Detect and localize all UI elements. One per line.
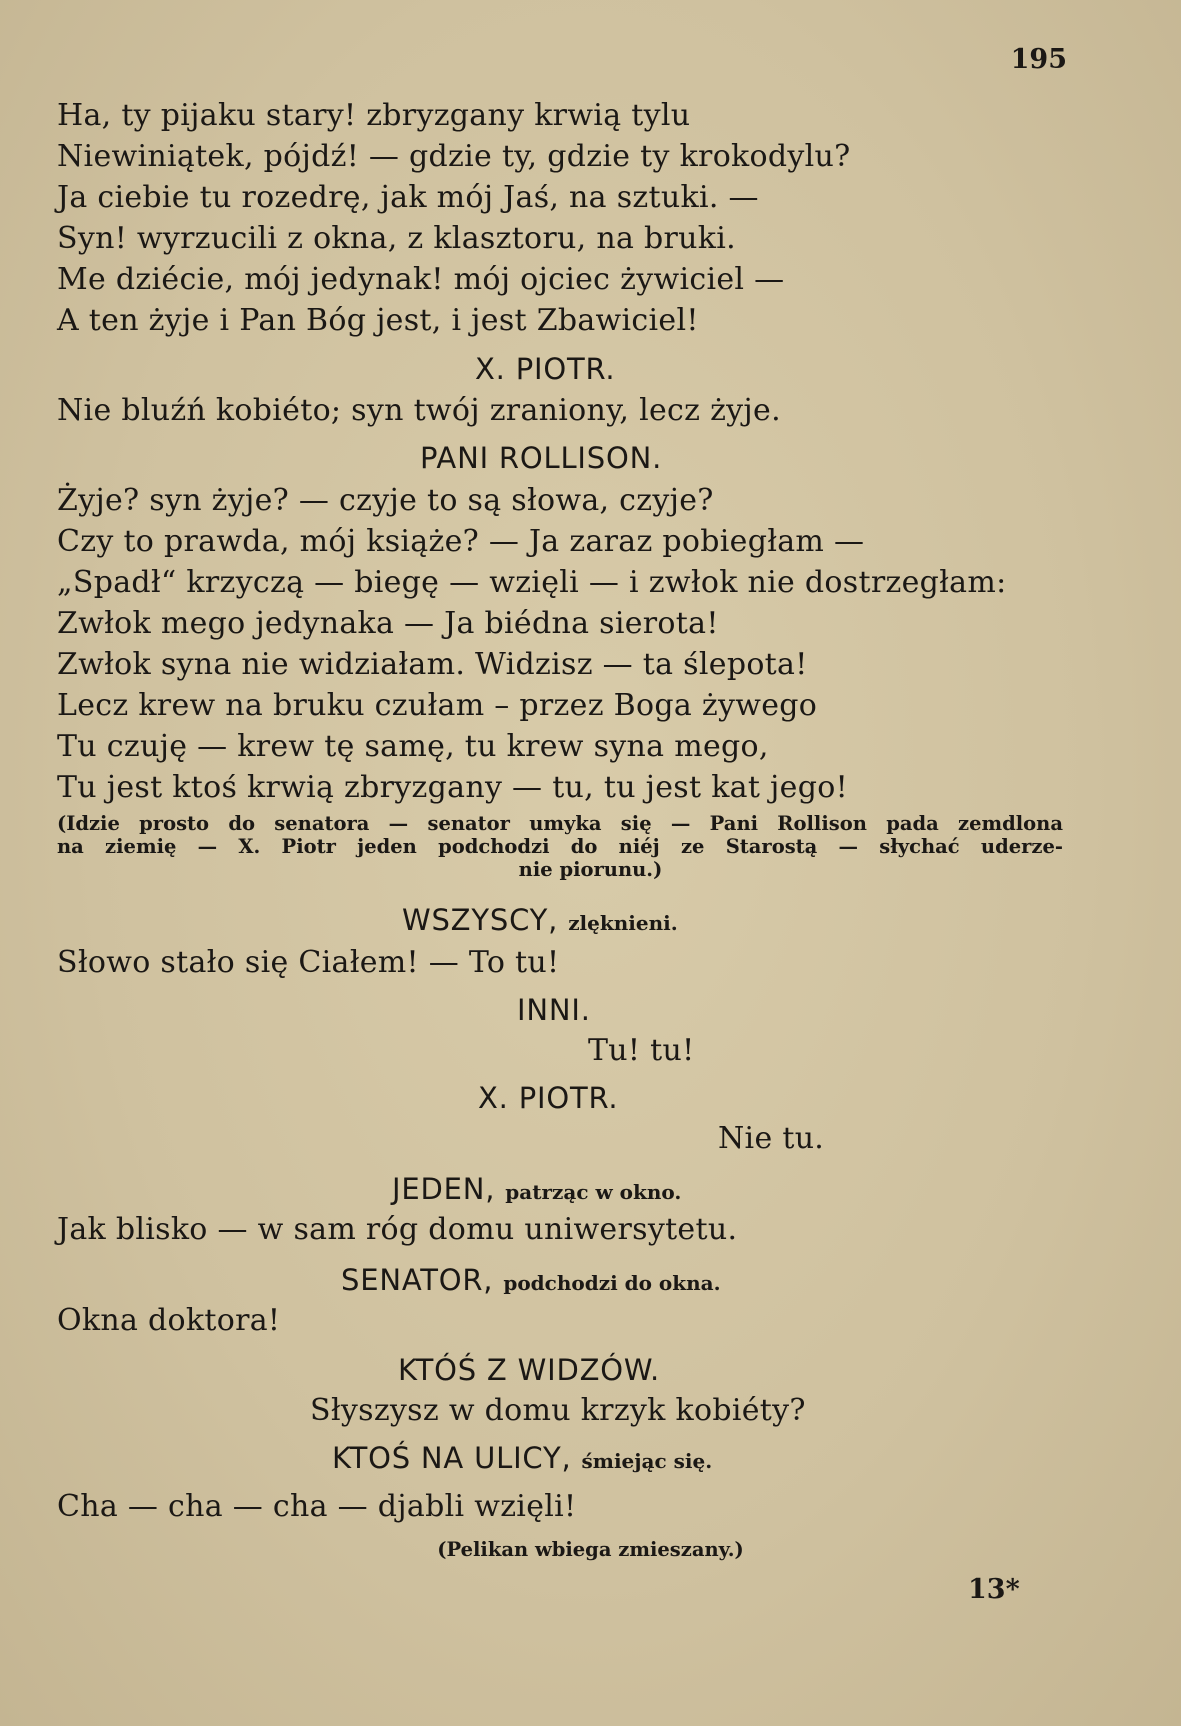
speaker-heading: X. PIOTR. [475,352,616,386]
verse-line: Słowo stało się Ciałem! — To tu! [57,945,560,980]
speaker-heading [392,1172,681,1206]
verse-line: „Spadł“ krzyczą — biegę — wzięli — i zwłok nie dostrzegłam: [57,565,1007,600]
verse-line: Niewiniątek, pójdź! — gdzie ty, gdzie ty krokodylu? [57,139,851,174]
verse-line: Czy to prawda, mój książe? — Ja zaraz pobiegłam — [57,524,865,559]
verse-line: Ja ciebie tu rozedrę, jak mój Jaś, na sztuki. — [57,180,759,215]
signature-mark: 13* [968,1574,1020,1605]
verse-line: A ten żyje i Pan Bóg jest, i jest Zbawiciel! [57,303,699,338]
speaker-heading: PANI ROLLISON. [420,441,663,475]
verse-line: Zwłok mego jedynaka — Ja biédna sierota! [57,606,719,641]
speaker-name: JEDEN, [392,1172,496,1206]
stage-direction: (Pelikan wbiega zmieszany.) [437,1538,744,1561]
verse-line: Tu jest ktoś krwią zbryzgany — tu, tu jest kat jego! [57,770,848,805]
speaker-note: zlęknieni. [568,911,678,935]
verse-line: Żyje? syn żyje? — czyje to są słowa, czyje? [57,483,714,518]
verse-line: Tu czuję — krew tę samę, tu krew syna mego, [57,729,769,764]
verse-line: Słyszysz w domu krzyk kobiéty? [310,1393,806,1428]
stage-direction: (Idzie prosto do senatora — senator umyka się — Pani Rollison pada zemdlona [57,812,1063,835]
verse-line: Me dziécie, mój jedynak! mój ojciec żywiciel — [57,262,785,297]
speaker-heading [402,903,678,937]
speaker-note: śmiejąc się. [581,1449,713,1473]
verse-line: Nie tu. [718,1121,825,1156]
verse-line: Zwłok syna nie widziałam. Widzisz — ta ślepota! [57,647,808,682]
verse-line: Syn! wyrzucili z okna, z klasztoru, na bruki. [57,221,736,256]
speaker-heading [341,1263,721,1297]
speaker-note: patrząc w okno. [505,1180,682,1204]
speaker-name: KTOŚ NA ULICY, [332,1441,572,1475]
speaker-heading: INNI. [517,993,591,1027]
speaker-heading: X. PIOTR. [478,1081,619,1115]
verse-line: Lecz krew na bruku czułam – przez Boga żywego [57,688,818,723]
speaker-note: podchodzi do okna. [503,1271,721,1295]
verse-line: Nie bluźń kobiéto; syn twój zraniony, lecz żyje. [57,393,781,428]
speaker-name: SENATOR, [341,1263,494,1297]
verse-line: Tu! tu! [588,1033,695,1068]
verse-line: Jak blisko — w sam róg domu uniwersytetu. [57,1212,738,1247]
speaker-heading [332,1441,712,1475]
stage-direction: na ziemię — X. Piotr jeden podchodzi do niéj ze Starostą — słychać uderze- [57,835,1063,858]
verse-line: Ha, ty pijaku stary! zbryzgany krwią tylu [57,98,691,133]
verse-line: Cha — cha — cha — djabli wzięli! [57,1489,577,1524]
stage-direction: nie piorunu.) [518,858,663,881]
speaker-heading: KTÓŚ Z WIDZÓW. [398,1353,661,1387]
verse-line: Okna doktora! [57,1303,281,1338]
speaker-name: WSZYSCY, [402,903,559,937]
page-number: 195 [1010,44,1067,75]
